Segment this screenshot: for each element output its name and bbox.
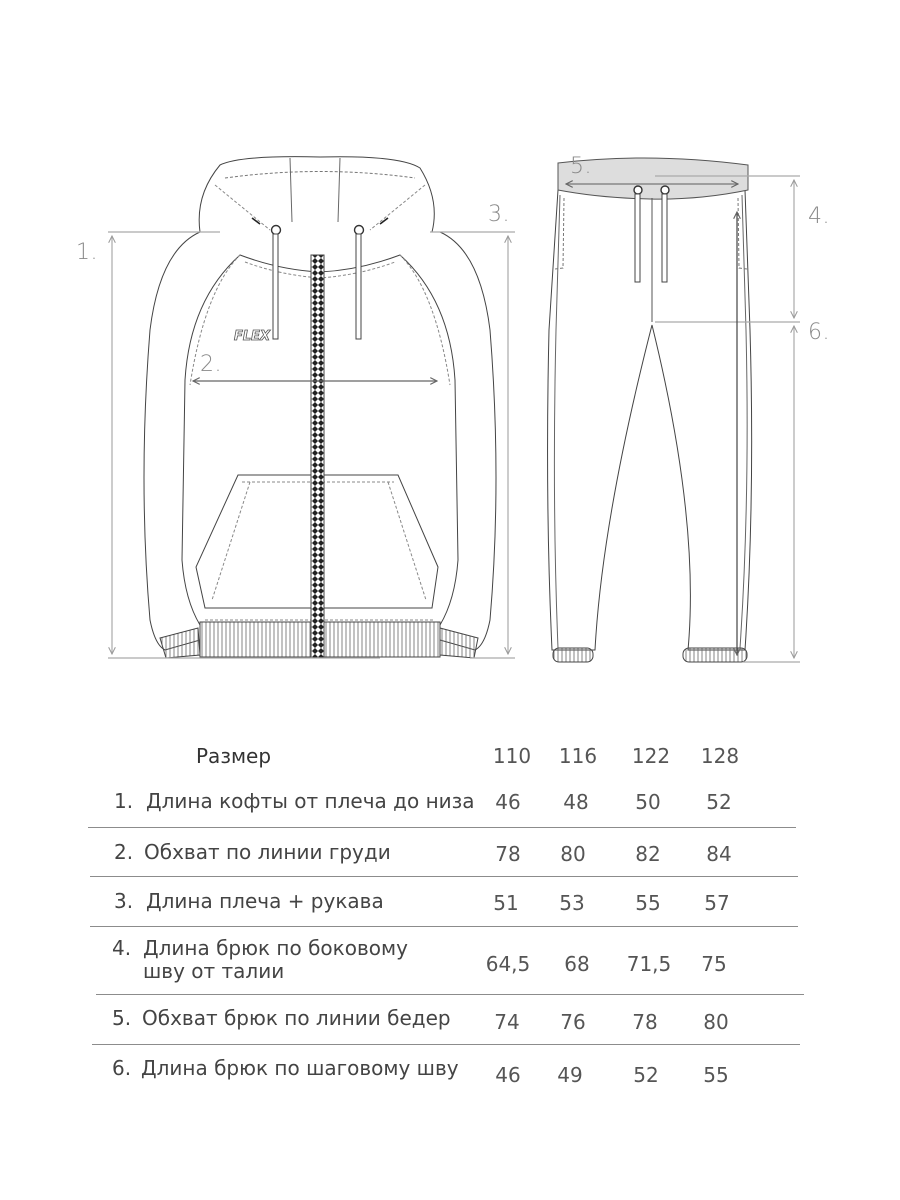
row-divider: [90, 926, 798, 927]
row-number: 3.: [114, 889, 134, 913]
row-value: 52: [633, 1063, 659, 1087]
row-number: 5.: [112, 1006, 132, 1030]
row-value: 53: [559, 891, 585, 915]
row-value: 68: [564, 952, 590, 976]
row-divider: [96, 994, 804, 995]
row-value: 82: [635, 842, 661, 866]
row-value: 64,5: [485, 952, 531, 976]
row-value: 80: [560, 842, 586, 866]
row-label: Обхват брюк по линии бедер: [142, 1006, 451, 1030]
row-value: 57: [704, 891, 730, 915]
row-divider: [90, 876, 798, 877]
row-value: 49: [557, 1063, 583, 1087]
row-value: 76: [560, 1010, 586, 1034]
row-value: 75: [701, 952, 727, 976]
row-value: 48: [563, 790, 589, 814]
flex-logo: FLEX: [234, 329, 271, 344]
row-label: Длина кофты от плеча до низа: [146, 789, 475, 813]
measure-label-6: 6.: [808, 320, 830, 345]
row-value: 51: [493, 891, 519, 915]
size-header-128: 128: [700, 744, 740, 768]
row-value: 55: [635, 891, 661, 915]
row-divider: [88, 827, 796, 828]
row-value: 55: [703, 1063, 729, 1087]
row-value: 78: [632, 1010, 658, 1034]
measure-label-1: 1.: [76, 240, 98, 265]
row-value: 74: [494, 1010, 520, 1034]
row-number: 4.: [112, 936, 132, 960]
pants-sketch: [548, 158, 752, 662]
row-value: 80: [703, 1010, 729, 1034]
size-header-title: Размер: [196, 744, 272, 768]
measure-label-5: 5.: [570, 154, 592, 179]
row-value: 71,5: [626, 952, 672, 976]
row-divider: [92, 1044, 800, 1045]
size-header-122: 122: [631, 744, 671, 768]
row-value: 46: [495, 1063, 521, 1087]
row-value: 46: [495, 790, 521, 814]
row-number: 2.: [114, 840, 134, 864]
row-value: 78: [495, 842, 521, 866]
row-label: Длина плеча + рукава: [146, 889, 384, 913]
row-value: 50: [635, 790, 661, 814]
row-number: 1.: [114, 789, 134, 813]
row-label: Длина брюк по шаговому шву: [141, 1056, 459, 1080]
measure-label-2: 2.: [200, 352, 222, 377]
measure-label-3: 3.: [488, 202, 510, 227]
row-label: Длина брюк по боковому: [143, 936, 408, 960]
measure-label-4: 4.: [808, 204, 830, 229]
row-value: 84: [706, 842, 732, 866]
size-header-110: 110: [492, 744, 532, 768]
row-label: Обхват по линии груди: [144, 840, 391, 864]
row-number: 6.: [112, 1056, 132, 1080]
row-label-line2: шву от талии: [143, 959, 285, 983]
row-value: 52: [706, 790, 732, 814]
size-header-116: 116: [558, 744, 598, 768]
